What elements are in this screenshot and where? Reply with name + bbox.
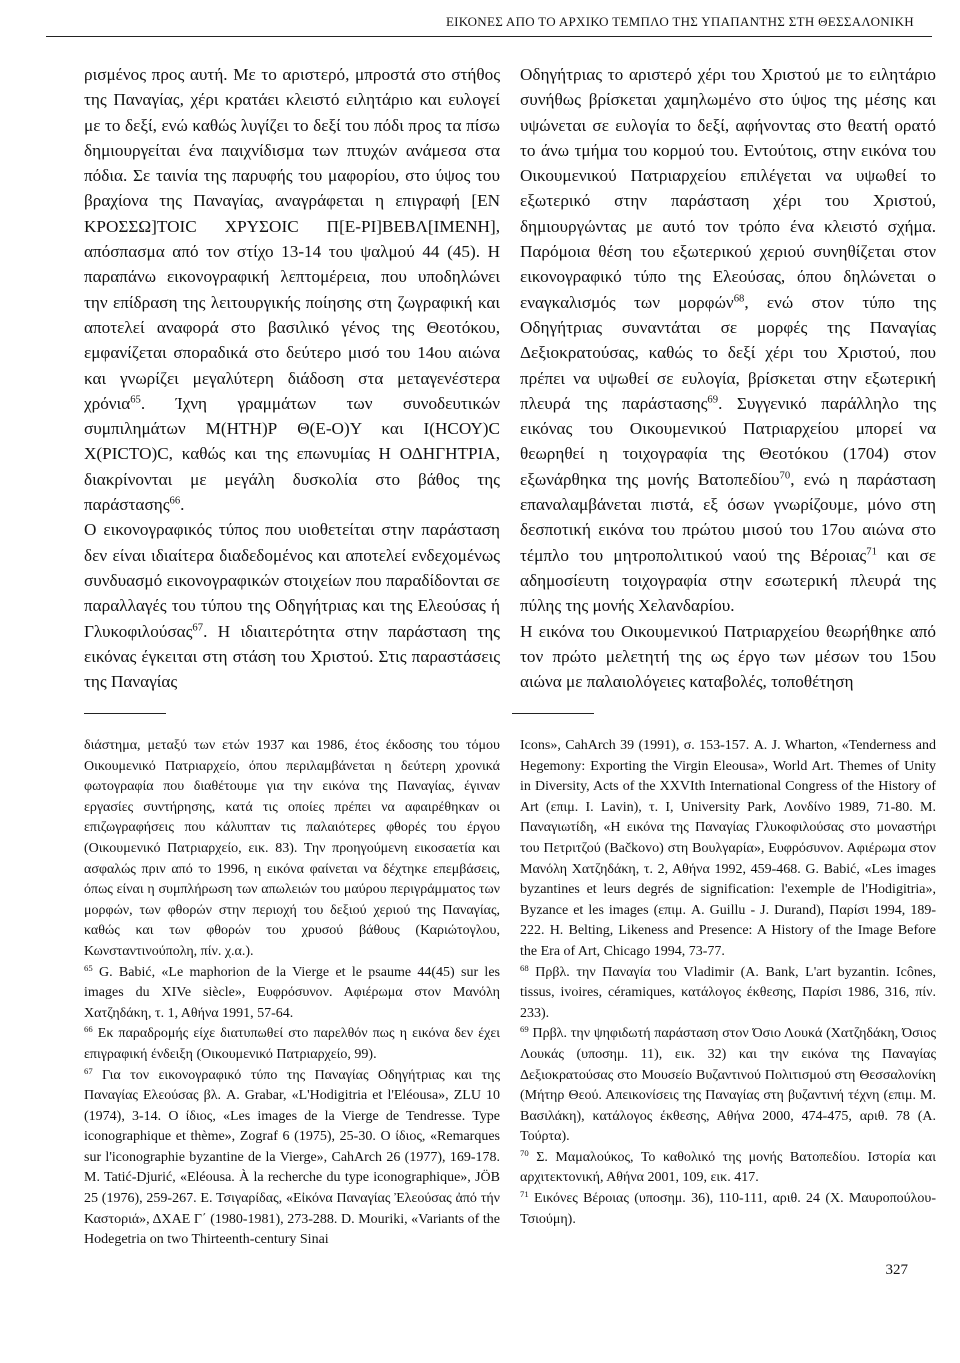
footnote-ref[interactable]: 70 — [779, 470, 791, 482]
footnotes-left — [84, 736, 500, 1251]
footnote: $^{70}$ Σ. Μαμαλούκος, Το καθολικό της μονής Βατοπεδίου. Ιστορία και αρχιτεκτονική, Αθήνα 2001, 109, εικ. 417. — [520, 1147, 936, 1186]
footnote: $^{71}$ Εικόνες Βέροιας (υποσημ. 36), 110-111, αριθ. 24 (Χ. Μαυροπούλου-Τσιούμη). — [520, 1188, 936, 1227]
page-number: 327 — [885, 1262, 908, 1278]
main-column-right — [520, 62, 936, 694]
footnote: $^{69}$ Πρβλ. την ψηφιδωτή παράσταση στον Όσιο Λουκά (Χατζηδάκη, Όσιος Λουκάς (υποσημ. 11), εικ. 32) και την εικόνα της Παναγίας Δεξιοκρατούσας στο Μουσείο Βυζαντινού Πολιτισμού στη Θεσσαλονίκη (Μήτηρ Θεού. Απεικονίσεις της Παναγίας στη βυζαντινή τέχνη (επιμ. Μ. Βασιλάκη), κατάλογος έκθεσης, Αθήνα 2000, 474-475, αριθ. 78 (Α. Τούρτα). — [520, 1024, 936, 1145]
footnote-rule — [84, 713, 166, 714]
header-rule — [46, 36, 932, 37]
paragraph: Η εικόνα του Οικουμενικού Πατριαρχείου θεωρήθηκε από τον πρώτο μελετητή της ως έργο των μέσων του 15ου αιώνα με παλαιολόγειες καταβολές, τοποθέτηση — [520, 621, 936, 692]
running-header: ΕΙΚΟΝΕΣ ΑΠΟ ΤΟ ΑΡΧΙΚΟ ΤΕΜΠΛΟ ΤΗΣ ΥΠΑΠΑΝΤΗΣ ΣΤΗ ΘΕΣΣΑΛΟΝΙΚΗ — [445, 14, 914, 29]
footnote-ref[interactable]: 66 — [169, 495, 181, 507]
footnote: διάστημα, μεταξύ των ετών 1937 και 1986, έτος έκδοσης του τόμου Οικουμενικό Πατριαρχείο, όπου περιλαμβάνεται η δεύτερη χρονικά φωτογραφία που διαθέτουμε για την εικόνα της Παναγίας, έγιναν εργασίες συντήρησης, κατά τις οποίες πρέπει να αφαιρέθηκαν οι επιζωγραφήσεις που κάλυπταν τις παλαιότερες φθορές του έργου (Οικουμενικό Πατριαρχείο, εικ. 83). Την προηγούμενη εικοσαετία και ασφαλώς πριν από το 1996, η εικόνα φαίνεται να δέχτηκε επεμβάσεις, όπως είναι η συμπλήρωση των απωλειών του μαύρου περιγράμματος των μορφών, των φθορών στην περιοχή του δεξιού χεριού της Παναγίας, καθώς και των φθορών του χρυσού βάθους (Καριώτογλου, Κωνσταντινούπολη, πίν. χ.α.). — [84, 738, 500, 959]
footnote: Icons», CahArch 39 (1991), σ. 153-157. A. J. Wharton, «Tenderness and Hegemony: Exporting the Virgin Eleousa», World Art. Themes of Unity in Diversity, Acts of the XXVIth International Congress of the History of Art (επιμ. I. Lavin), τ. I, University Park, Λονδίνο 1989, 71-80. Μ. Παναγιωτίδη, «Η εικόνα της Παναγίας Γλυκοφιλούσας στο μοναστήρι του Πετριτζού (Bačkovo) στη Βουλγαρία», Ευφρόσυνον. Αφιέρωμα στον Μανόλη Χατζηδάκη, τ. 2, Αθήνα 1992, 459-468. G. Babić, «Les images byzantines et leurs degrés de signification: l'exemple de l'Hodigitria», Byzance et les images (επιμ. A. Guillu - J. Durand), Παρίσι 1994, 189-222. H. Belting, Likeness and Presence: A History of the Image Before the Era of Art, Chicago 1994, 73-77. — [520, 738, 936, 959]
footnote: $^{65}$ G. Babić, «Le maphorion de la Vierge et le psaume 44(45) sur les images du XIVe siècle», Ευφρόσυνον. Αφιέρωμα στον Μανόλη Χατζηδάκη, τ. 1, Αθήνα 1991, 57-64. — [84, 962, 500, 1021]
paragraph: Οδηγήτριας το αριστερό χέρι του Χριστού με το ειλητάριο συνήθως βρίσκεται χαμηλωμένο στο ύψος της μέσης και υψώνεται σε ευλογία το δεξί, αφήνοντας στο θεατή ορατό το άνω τμήμα του κορμού του. Εντούτοις, στην εικόνα του Οικουμενικού Πατριαρχείου επιλέγεται να υψωθεί το εξωτερικό στην παράσταση χέρι του Χριστού, δημιουργώντας με αυτό τον τρόπο ένα κλειστό σχήμα. Παρόμοια θέση του εξωτερικού χεριού συνηθίζεται στον εικονογραφικό τύπο της Ελεούσας, όπου δηλώνεται ο εναγκαλισμός των μορφών$^{68}$, ενώ στον τύπο της Οδηγήτριας συναντάται σε μορφές της Παναγίας Δεξιοκρατούσας, καθώς το δεξί χέρι του Χριστού, που πρέπει να υψωθεί σε ευλογία, βρίσκεται στην εξωτερική πλευρά της παράστασης$^{69}$. Συγγενικό παράλληλο της εικόνας του Οικουμενικού Πατριαρχείου μπορεί να θεωρηθεί η τοιχογραφία της Θεοτόκου (1704) στον εξωνάρθηκα της μονής Βατοπεδίου$^{70}$, ενώ η παράσταση επαναλαμβάνεται πιστά, εξ όσων γνωρίζουμε, μόνο στη δεσποτική εικόνα του πρώτου μισού του 17ου αιώνα στο τέμπλο του μητροπολιτικού ναού της Βέροιας$^{71}$ και σε αδημοσίευτη τοιχογραφία στην εσωτερική πλευρά της πύλης της μονής Χελανδαρίου. — [520, 65, 937, 616]
paragraph: ρισμένος προς αυτή. Με το αριστερό, μπροστά στο στήθος της Παναγίας, χέρι κρατάει κλειστό ειλητάριο και ευλογεί με το δεξί, ενώ καθώς λυγίζει το δεξί του πόδι προς τα πίσω δημιουργείται ένα παιχνίδισμα των πτυχών ανάμεσα στα πόδια. Σε ταινία της παρυφής του μαφορίου, στο ύψος του βραχίονα της Παναγίας, αναγράφεται η επιγραφή [ΕΝ ΚΡΟΣΣΩ]ΤΟΙC ΧΡΥΣΟΙC Π[Ε-ΡΙ]ΒΕΒΛ[ΙΜΕΝΗ], απόσπασμα από τον στίχο 13-14 του ψαλμού 44 (45). Η παραπάνω εικονογραφική λεπτομέρεια, που υποδηλώνει την επίδραση της λειτουργικής ποίησης στη ζωγραφική και αποτελεί αναφορά στο βασιλικό γένος της Θεοτόκου, εμφανίζεται σποραδικά στο δεύτερο μισό του 14ου αιώνα και γνωρίζει μεγαλύτερη διάδοση στα μεταγενέστερα χρόνια$^{65}$. Ίχνη γραμμάτων των συνοδευτικών συμπιλημάτων Μ(ΗΤΗ)Ρ Θ(Ε-Ο)Υ και Ι(ΗCΟΥ)C Χ(ΡΙCΤΟ)C, καθώς και της επωνυμίας Η ΟΔΗΓΗΤΡΙΑ, διακρίνονται με μεγάλη δυσκολία στο βάθος της παράστασης$^{66}$. — [84, 65, 500, 515]
footnotes-right — [520, 736, 936, 1230]
footnote-ref[interactable]: 69 — [707, 394, 719, 406]
paragraph: Ο εικονογραφικός τύπος που υιοθετείται στην παράσταση δεν είναι ιδιαίτερα διαδεδομένος και αποτελεί ενδεχομένως συνδυασμό εικονογραφικών στοιχείων που παραδίδονται σε παραλλαγές του τύπου της Οδηγήτριας και της Ελεούσας ή Γλυκοφιλούσας$^{67}$. Η ιδιαιτερότητα στην παράσταση της εικόνας έγκειται στη στάση του Χριστού. Στις παραστάσεις της Παναγίας — [84, 520, 500, 692]
footnote-ref[interactable]: 65 — [130, 394, 141, 406]
footnote-ref[interactable]: 71 — [866, 546, 877, 558]
footnote-ref[interactable]: 67 — [192, 622, 204, 634]
main-column-left — [84, 62, 500, 694]
footnote: $^{67}$ Για τον εικονογραφικό τύπο της Παναγίας Οδηγήτριας και της Παναγίας Ελεούσας βλ. A. Grabar, «L'Hodigitria et l'Eléousa», ZLU 10 (1974), 3-14. Ο ίδιος, «Les images de la Vierge de Tendresse. Type iconographique et thème», Zograf 6 (1975), 25-30. Ο ίδιος, «Remarques sur l'iconographie byzantine de la Vierge», CahArch 26 (1977), 169-178. M. Tatić-Djurić, «Eléousa. À la recherche du type iconographique», JÖB 25 (1976), 259-267. Ε. Τσιγαρίδας, «Εἰκόνα Παναγίας Ἐλεούσας ἀπό τήν Καστοριά», ΔΧΑΕ Γ΄ (1980-1981), 273-288. D. Mouriki, «Variants of the Hodegetria on two Thirteenth-century Sinai — [84, 1065, 500, 1248]
footnote: $^{66}$ Εκ παραδρομής είχε διατυπωθεί στο παρελθόν πως η εικόνα δεν έχει επιγραφική ένδειξη (Οικουμενικό Πατριαρχείο, 99). — [84, 1024, 500, 1062]
footnote-ref[interactable]: 68 — [733, 293, 745, 305]
footnote-rule — [512, 713, 594, 714]
footnote: $^{68}$ Πρβλ. την Παναγία του Vladimir (A. Bank, L'art byzantin. Icônes, tissus, ivoires, céramiques, κατάλογος έκθεσης, Παρίσι 1986, 316, πίν. 233). — [520, 962, 936, 1021]
